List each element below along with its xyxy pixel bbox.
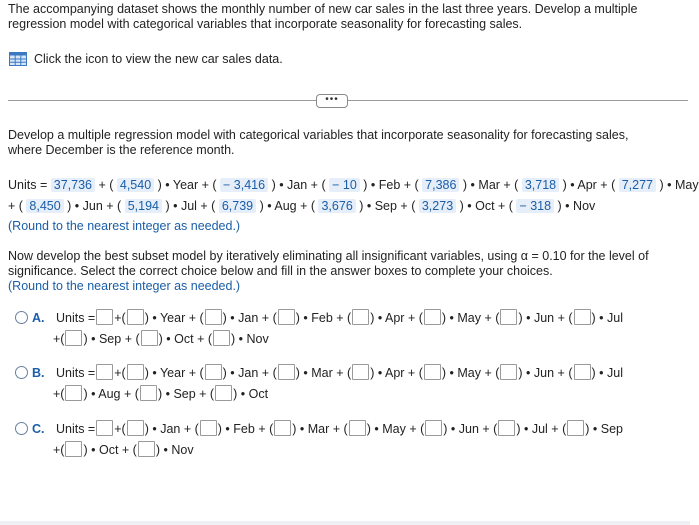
term-label: Nov xyxy=(246,332,269,346)
coef-sep: 3,676 xyxy=(318,199,355,213)
coef-nov: − 318 xyxy=(516,199,554,213)
answer-box[interactable] xyxy=(65,441,82,457)
term-label: Jun xyxy=(458,422,479,436)
answer-box[interactable] xyxy=(140,385,157,401)
problem-intro xyxy=(8,2,638,32)
option-b[interactable]: B. Units = +( ) • Year + ( ) • Jan + ( ) • Mar + ( ) • Apr + ( ) • May + ( ) • Jun + ( ) • Jul xyxy=(15,364,623,383)
term-label: Jan xyxy=(238,311,259,325)
answer-box[interactable] xyxy=(274,420,291,436)
units-label: Units = xyxy=(8,178,48,192)
term-label: Mar xyxy=(307,422,330,436)
answer-box[interactable] xyxy=(352,309,369,325)
section-divider xyxy=(8,100,688,101)
answer-box[interactable] xyxy=(425,420,442,436)
term-label: Jul xyxy=(531,422,548,436)
option-b-row-2: +( ) • Aug + ( ) • Sep + ( ) • Oct xyxy=(53,387,269,401)
option-a-label[interactable]: A. xyxy=(32,311,45,325)
term-label: Jul xyxy=(607,311,623,325)
answer-box[interactable] xyxy=(65,330,82,346)
term-label: Feb xyxy=(311,311,333,325)
coef-year: 4,540 xyxy=(117,178,154,192)
answer-box[interactable] xyxy=(96,364,113,380)
answer-box[interactable] xyxy=(567,420,584,436)
answer-box[interactable] xyxy=(96,309,113,325)
answer-box[interactable] xyxy=(215,385,232,401)
term-label: May xyxy=(457,366,481,380)
answer-box[interactable] xyxy=(127,364,144,380)
option-a[interactable]: A. Units = +( ) • Year + ( ) • Jan + ( ) • Feb + ( ) • Apr + ( ) • May + ( ) • Jun + ( ) • Jul xyxy=(15,309,623,328)
answer-box[interactable] xyxy=(574,309,591,325)
table-grid-icon[interactable] xyxy=(9,52,27,66)
option-b-label[interactable]: B. xyxy=(32,366,45,380)
term-label: Jun xyxy=(533,311,555,325)
coef-jul: 5,194 xyxy=(125,199,162,213)
subset-instructions xyxy=(8,249,649,294)
option-c-label[interactable]: C. xyxy=(32,422,45,436)
term-label: May xyxy=(382,422,406,436)
term-label: May xyxy=(457,311,482,325)
units-label: Units = xyxy=(55,366,96,380)
coef-oct: 3,273 xyxy=(419,199,456,213)
subset-line-2: significance. Select the correct choice below and fill in the answer boxes to complete your choices. xyxy=(8,264,553,278)
term-label: Year xyxy=(159,311,186,325)
coef-feb: − 10 xyxy=(329,178,360,192)
answer-box[interactable] xyxy=(574,364,591,380)
term-label: Oct xyxy=(98,443,119,457)
answer-box[interactable] xyxy=(500,309,517,325)
answer-box[interactable] xyxy=(127,420,144,436)
answer-box[interactable] xyxy=(141,330,158,346)
question-line-1: Develop a multiple regression model with categorical variables that incorporate seasonality for forecasting sales, xyxy=(8,128,629,142)
answer-box[interactable] xyxy=(500,364,517,380)
units-label: Units = xyxy=(55,422,96,436)
term-label: Year xyxy=(159,366,186,380)
term-label: Apr xyxy=(385,366,405,380)
term-label: Jan xyxy=(238,366,259,380)
term-label: Mar xyxy=(311,366,333,380)
subset-line-1: Now develop the best subset model by iteratively eliminating all insignificant variables, using α = 0.10 for the level of xyxy=(8,249,649,263)
answer-box[interactable] xyxy=(352,364,369,380)
term-label: Jun xyxy=(533,366,555,380)
full-model-line-2: + ( 8,450 ) • Jun + ( 5,194 ) • Jul + ( 6,739 ) • Aug + ( 3,676 ) • Sep + ( 3,273 ) • Oct + ( − 318 ) • Nov xyxy=(8,199,596,213)
term-label: Feb xyxy=(233,422,255,436)
data-link-text[interactable]: Click the icon to view the new car sales data. xyxy=(34,52,283,66)
units-label: Units = xyxy=(55,311,96,325)
term-label: Nov xyxy=(171,443,194,457)
intro-line-1: The accompanying dataset shows the monthly number of new car sales in the last three years. Develop a multiple xyxy=(8,2,638,16)
term-label: Apr xyxy=(385,311,405,325)
term-label: Oct xyxy=(174,332,194,346)
answer-box[interactable] xyxy=(200,420,217,436)
option-c-radio[interactable] xyxy=(15,422,28,435)
option-b-radio[interactable] xyxy=(15,366,28,379)
option-c[interactable]: C. Units = +( ) • Jan + ( ) • Feb + ( ) • Mar + ( ) • May + ( ) • Jun + ( ) • Jul + ( ) • Sep xyxy=(15,420,623,439)
coef-jan: − 3,416 xyxy=(220,178,268,192)
answer-box[interactable] xyxy=(96,420,113,436)
footer-bar xyxy=(0,521,690,525)
answer-box[interactable] xyxy=(349,420,366,436)
answer-box[interactable] xyxy=(278,364,295,380)
coef-jun: 8,450 xyxy=(26,199,63,213)
term-label: Jan xyxy=(160,422,181,436)
option-c-row-2: +( ) • Oct + ( ) • Nov xyxy=(53,443,194,457)
full-model-line-1: Units = 37,736 + ( 4,540 ) • Year + ( − 3,416 ) • Jan + ( − 10 ) • Feb + ( 7,386 ) • Mar + ( 3,718 ) • Apr + ( 7,277 ) • May xyxy=(8,178,699,192)
data-link[interactable] xyxy=(9,50,283,68)
answer-box[interactable] xyxy=(498,420,515,436)
question-text xyxy=(8,128,628,158)
round-note-2: (Round to the nearest integer as needed.) xyxy=(8,279,241,293)
intro-line-2: regression model with categorical variables that incorporate seasonality for forecasting sales. xyxy=(8,17,523,31)
option-a-radio[interactable] xyxy=(15,311,28,324)
answer-box[interactable] xyxy=(127,309,144,325)
term-label: Sep xyxy=(173,387,196,401)
answer-box[interactable] xyxy=(424,309,441,325)
answer-box[interactable] xyxy=(278,309,295,325)
answer-box[interactable] xyxy=(213,330,230,346)
coef-may: 7,277 xyxy=(619,178,656,192)
answer-box[interactable] xyxy=(205,309,222,325)
coef-aug: 6,739 xyxy=(219,199,256,213)
term-label: Sep xyxy=(98,332,122,346)
term-label: Aug xyxy=(98,387,121,401)
answer-box[interactable] xyxy=(424,364,441,380)
answer-box[interactable] xyxy=(138,441,155,457)
coef-intercept: 37,736 xyxy=(51,178,95,192)
round-note-1: (Round to the nearest integer as needed.) xyxy=(8,219,241,233)
answer-box[interactable] xyxy=(65,385,82,401)
question-line-2: where December is the reference month. xyxy=(8,143,235,157)
coef-apr: 3,718 xyxy=(522,178,559,192)
answer-box[interactable] xyxy=(205,364,222,380)
option-a-row-2: +( ) • Sep + ( ) • Oct + ( ) • Nov xyxy=(53,332,269,346)
term-label: Sep xyxy=(600,422,623,436)
ellipsis-icon[interactable]: ••• xyxy=(316,94,348,108)
term-label: Jul xyxy=(607,366,623,380)
coef-mar: 7,386 xyxy=(422,178,459,192)
term-label: Oct xyxy=(248,387,269,401)
